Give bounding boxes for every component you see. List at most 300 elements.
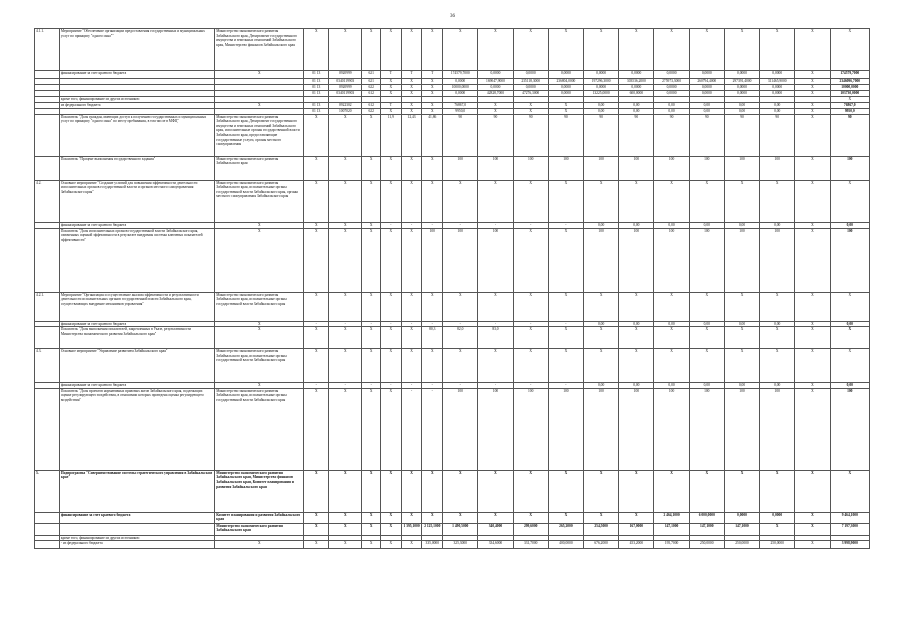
table-cell: - xyxy=(401,222,422,228)
table-cell: X xyxy=(401,85,422,91)
table-cell: 100 xyxy=(584,388,619,470)
table-cell: 7 197,3000 xyxy=(830,523,869,535)
table-cell: 0,0000 xyxy=(689,71,724,79)
table-cell: X xyxy=(304,388,329,470)
table-cell: 0,00 xyxy=(689,108,724,114)
table-cell: X xyxy=(401,180,422,222)
table-cell: X xyxy=(215,228,304,292)
table-cell: X xyxy=(401,156,422,180)
table-cell: X xyxy=(304,114,329,156)
table-cell: 90 xyxy=(654,114,689,156)
table-cell: 0,00 xyxy=(584,321,619,327)
table-cell: 2 125,1000 xyxy=(422,523,443,535)
table-cell: X xyxy=(795,71,830,79)
table-row xyxy=(35,29,870,71)
table-cell: X xyxy=(478,29,513,71)
table-cell: X xyxy=(422,79,443,85)
table-cell: Т xyxy=(380,71,401,79)
table-cell: X xyxy=(795,85,830,91)
table-cell: из федерального бюджета xyxy=(59,102,214,108)
table-cell: X xyxy=(760,292,795,321)
table-cell: 0,0000 xyxy=(619,85,654,91)
table-cell: 0922302 xyxy=(329,102,362,108)
table-cell: X xyxy=(422,156,443,180)
table-cell: 0,0000 xyxy=(760,71,795,79)
table-cell: - xyxy=(548,222,583,228)
table-cell: 0920999 xyxy=(329,71,362,79)
table-cell: X xyxy=(362,512,381,523)
table-cell: X xyxy=(760,180,795,222)
table-cell: X xyxy=(304,228,329,292)
table-cell xyxy=(35,388,60,470)
table-cell: X xyxy=(795,349,830,383)
table-cell: 90 xyxy=(443,114,478,156)
table-row xyxy=(35,349,870,383)
table-cell: X xyxy=(478,108,513,114)
table-cell: - xyxy=(548,383,583,389)
table-cell: 100 xyxy=(689,228,724,292)
table-cell: 100 xyxy=(422,228,443,292)
table-cell: X xyxy=(795,180,830,222)
table-cell: 01 13 xyxy=(304,85,329,91)
table-cell: X xyxy=(478,512,513,523)
table-cell: 100 xyxy=(724,228,759,292)
table-cell: X xyxy=(362,292,381,321)
table-cell: Комитет планирования и развития Забайкальского края xyxy=(215,512,304,523)
table-cell: 0,0000 xyxy=(513,71,548,79)
table-cell: X xyxy=(619,180,654,222)
table-cell: - xyxy=(329,321,362,327)
table-cell: 3 998,9000 xyxy=(830,541,869,549)
table-cell: X xyxy=(548,29,583,71)
table-cell: X xyxy=(548,470,583,512)
table-cell: 0,00 xyxy=(619,383,654,389)
table-cell: X xyxy=(654,29,689,71)
table-cell: X xyxy=(422,349,443,383)
table-cell: X xyxy=(401,108,422,114)
table-cell: X xyxy=(329,29,362,71)
table-cell: - xyxy=(478,222,513,228)
table-cell: 4.3. xyxy=(35,349,60,383)
table-cell: X xyxy=(548,228,583,292)
table-cell: X xyxy=(362,180,381,222)
table-cell: X xyxy=(513,292,548,321)
table-cell: X xyxy=(548,349,583,383)
table-cell: 82,0 xyxy=(443,327,478,349)
table-cell: 236804,0000 xyxy=(548,79,583,85)
table-cell: 90 xyxy=(619,114,654,156)
table-cell: 0,00 xyxy=(619,321,654,327)
table-cell: 0,0000 xyxy=(689,85,724,91)
table-cell: X xyxy=(584,180,619,222)
table-cell: X xyxy=(513,180,548,222)
table-cell: X xyxy=(329,114,362,156)
table-cell: 0,00 xyxy=(584,108,619,114)
table-cell: 0,0000 xyxy=(724,71,759,79)
table-cell: 303536,2000 xyxy=(619,79,654,85)
table-cell: 100 xyxy=(443,228,478,292)
table-cell: 311465,9000 xyxy=(760,79,795,85)
table-cell: 0,00 xyxy=(830,321,869,327)
table-cell xyxy=(35,114,60,156)
table-cell: X xyxy=(304,512,329,523)
table-cell: X xyxy=(401,29,422,71)
table-cell: 340,4000 xyxy=(478,523,513,535)
table-cell: - xyxy=(304,321,329,327)
table-cell: X xyxy=(689,327,724,349)
table-cell: - xyxy=(513,321,548,327)
table-cell: X xyxy=(619,327,654,349)
program-table xyxy=(34,28,870,549)
table-cell: X xyxy=(329,541,362,549)
table-cell: 103730,0000 xyxy=(830,91,869,97)
table-cell: 0340119903 xyxy=(329,91,362,97)
table-row xyxy=(35,388,870,470)
table-cell: 325,3000 xyxy=(443,541,478,549)
table-cell: 0,0000 xyxy=(760,512,795,523)
table-cell: X xyxy=(380,91,401,97)
table-cell: X xyxy=(689,470,724,512)
table-cell: X xyxy=(830,327,869,349)
table-cell: 100 xyxy=(478,156,513,180)
table-cell: Министерство экономического развития Забайкальского края xyxy=(215,523,304,535)
table-cell: 100 xyxy=(513,156,548,180)
table-cell: 0,00 xyxy=(830,383,869,389)
table-cell: X xyxy=(304,523,329,535)
table-cell: X xyxy=(329,292,362,321)
table-cell: X xyxy=(795,29,830,71)
table-cell: X xyxy=(362,228,381,292)
table-cell: X xyxy=(795,388,830,470)
table-cell xyxy=(35,541,60,549)
table-cell: 90 xyxy=(830,114,869,156)
table-cell: X xyxy=(329,327,362,349)
table-cell: X xyxy=(401,541,422,549)
table-cell: X xyxy=(795,114,830,156)
table-cell: X xyxy=(654,349,689,383)
table-cell: X xyxy=(422,85,443,91)
table-cell: - xyxy=(548,321,583,327)
table-cell: Министерство экономического развития Забайкальского края, исполнительные органы государственной власти Забайкальского края xyxy=(215,388,304,470)
table-cell: X xyxy=(513,29,548,71)
table-cell: 0,0000 xyxy=(513,85,548,91)
table-cell: X xyxy=(795,222,830,228)
table-cell xyxy=(59,523,214,535)
table-cell: X xyxy=(548,292,583,321)
table-cell: X xyxy=(795,383,830,389)
table-cell: X xyxy=(443,292,478,321)
table-cell: 250,0000 xyxy=(689,541,724,549)
table-cell: X xyxy=(724,180,759,222)
table-cell: X xyxy=(304,292,329,321)
table-cell xyxy=(35,523,60,535)
table-cell: X xyxy=(380,388,401,470)
table-cell: X xyxy=(362,388,381,470)
table-cell: 100 xyxy=(443,388,478,470)
table-cell: X xyxy=(422,102,443,108)
table-cell: X xyxy=(304,222,329,228)
table-cell: 0,0000 xyxy=(724,512,759,523)
table-cell: Мероприятие "Обеспечение организации предоставления государственных и муниципальных услуг по принципу "одного окна"" xyxy=(59,29,214,71)
table-cell: X xyxy=(724,327,759,349)
table-cell: X xyxy=(584,29,619,71)
table-cell: X xyxy=(513,512,548,523)
table-cell: X xyxy=(830,180,869,222)
table-cell: X xyxy=(380,470,401,512)
table-cell: 100 xyxy=(654,156,689,180)
table-cell: 100 xyxy=(443,156,478,180)
table-cell: Министерство экономического развития Забайкальского края, Департамент государственного имущества и земельных отношений Забайкальского края, Министерство финансов Забайкальского края xyxy=(215,29,304,71)
table-cell: 167,0000 xyxy=(619,523,654,535)
table-cell: 676,2000 xyxy=(584,541,619,549)
table-cell: 4.2. xyxy=(35,180,60,222)
table-cell: X xyxy=(215,383,304,389)
table-cell: 10000,0000 xyxy=(830,85,869,91)
table-cell: финансирование за счет краевого бюджета xyxy=(59,321,214,327)
table-cell: X xyxy=(548,108,583,114)
table-cell: X xyxy=(654,180,689,222)
table-cell: X xyxy=(329,156,362,180)
table-cell: 0,00 xyxy=(654,102,689,108)
table-cell: X xyxy=(443,180,478,222)
table-cell: - xyxy=(478,321,513,327)
table-cell: 621 xyxy=(362,71,381,79)
table-cell: Подпрограмма "Совершенствование системы стратегического управления в Забайкальском крае" xyxy=(59,470,214,512)
table-cell: Основное мероприятие "Управление развитием Забайкальского края" xyxy=(59,349,214,383)
table-cell: 100 xyxy=(724,156,759,180)
table-row xyxy=(35,523,870,535)
table-cell: - xyxy=(422,383,443,389)
table-cell: X xyxy=(548,102,583,108)
table-cell: Министерство экономического развития Забайкальского края, исполнительные органы государственной власти Забайкальского края, органы местного самоуправления Забайкальского края xyxy=(215,180,304,222)
table-cell: - xyxy=(422,222,443,228)
table-cell: 0,0000 xyxy=(584,85,619,91)
table-cell: X xyxy=(329,349,362,383)
table-cell: Основное мероприятие "Создание условий для повышения эффективности деятельности исполнительных органов государственной власти и органов местного самоуправления Забайкальского края" xyxy=(59,180,214,222)
table-cell: 100 xyxy=(760,228,795,292)
table-cell: X xyxy=(329,470,362,512)
table-cell: X xyxy=(380,29,401,71)
table-cell: 0,0000 xyxy=(478,71,513,79)
table-cell: X xyxy=(619,349,654,383)
table-cell: Министерство экономического развития Забайкальского края, исполнительные органы государственной власти Забайкальского края xyxy=(215,349,304,383)
table-cell: X xyxy=(304,349,329,383)
table-cell: X xyxy=(689,292,724,321)
table-cell: - xyxy=(304,383,329,389)
table-cell: 265,2000 xyxy=(548,523,583,535)
table-cell: X xyxy=(380,108,401,114)
table-cell: X xyxy=(724,292,759,321)
table-cell: X xyxy=(830,29,869,71)
table-cell: X xyxy=(329,180,362,222)
table-cell: 41,86 xyxy=(422,114,443,156)
table-row xyxy=(35,541,870,549)
table-cell: Показатель "Доля проектов нормативных правовых актов Забайкальского края, подлежащих оценке регулирующего воздействия, в отношении которых проведена оценка регулирующего воздействия" xyxy=(59,388,214,470)
table-cell: - xyxy=(443,383,478,389)
table-cell: X xyxy=(795,79,830,85)
table-cell: Т xyxy=(422,71,443,79)
table-cell: 147,1000 xyxy=(724,523,759,535)
table-cell: 2346096,7000 xyxy=(830,79,869,85)
table-cell: 90 xyxy=(513,114,548,156)
table-cell: 0,00 xyxy=(689,321,724,327)
table-cell: 147,1000 xyxy=(654,523,689,535)
table-cell: X xyxy=(689,349,724,383)
table-row xyxy=(35,512,870,523)
table-cell: X xyxy=(401,349,422,383)
table-cell: X xyxy=(619,29,654,71)
table-row xyxy=(35,292,870,321)
table-cell: X xyxy=(215,102,304,108)
table-cell: 1 395,1000 xyxy=(401,523,422,535)
table-cell: 0,0000 xyxy=(689,91,724,97)
table-cell: X xyxy=(795,292,830,321)
table-cell: 453,2000 xyxy=(619,541,654,549)
program-table-sheet xyxy=(34,28,870,549)
table-cell: Министерство экономического развития Забайкальского края, исполнительные органы государственной власти Забайкальского края xyxy=(215,292,304,321)
table-cell: 0340119903 xyxy=(329,79,362,85)
table-cell: X xyxy=(619,292,654,321)
table-cell: 0,00 xyxy=(619,102,654,108)
table-cell: X xyxy=(478,349,513,383)
table-cell: 100 xyxy=(724,388,759,470)
table-cell: 0,00 xyxy=(760,383,795,389)
table-cell: X xyxy=(422,180,443,222)
table-cell: X xyxy=(760,29,795,71)
table-cell: X xyxy=(513,470,548,512)
table-cell: X xyxy=(619,470,654,512)
table-cell: X xyxy=(362,327,381,349)
table-cell: 0,00 xyxy=(724,222,759,228)
table-cell: финансирование за счет краевого бюджета xyxy=(59,383,214,389)
table-cell: X xyxy=(689,29,724,71)
table-cell: X xyxy=(362,29,381,71)
table-cell: 100 xyxy=(584,156,619,180)
table-row xyxy=(35,470,870,512)
table-cell: - из федерального бюджета xyxy=(59,541,214,549)
table-cell: 42828,7000 xyxy=(478,91,513,97)
table-cell: - xyxy=(362,383,381,389)
table-cell: - xyxy=(422,321,443,327)
table-cell: 0,00 xyxy=(584,383,619,389)
table-cell: 01 13 xyxy=(304,79,329,85)
table-row xyxy=(35,114,870,156)
table-cell: 612 xyxy=(362,91,381,97)
table-row xyxy=(35,71,870,79)
table-cell: X xyxy=(380,85,401,91)
table-cell: X xyxy=(513,102,548,108)
table-cell: 235118,3000 xyxy=(513,79,548,85)
table-cell: 01 13 xyxy=(304,91,329,97)
table-cell xyxy=(35,327,60,349)
table-cell: 174579,7000 xyxy=(443,71,478,79)
table-cell: X xyxy=(304,327,329,349)
table-cell: - xyxy=(443,321,478,327)
table-cell: X xyxy=(215,541,304,549)
table-cell: 11,9 xyxy=(380,114,401,156)
table-cell: 100 xyxy=(689,156,724,180)
table-cell: 0,00 xyxy=(689,222,724,228)
table-cell xyxy=(35,228,60,292)
table-cell: 100 xyxy=(548,388,583,470)
table-cell: 90 xyxy=(548,114,583,156)
table-cell: 0,00 xyxy=(654,108,689,114)
table-cell: X xyxy=(401,512,422,523)
table-cell: финансирование за счет краевого бюджета xyxy=(59,222,214,228)
table-cell: X xyxy=(329,512,362,523)
table-cell: 0920999 xyxy=(329,85,362,91)
table-cell: 0,0000 xyxy=(619,71,654,79)
table-cell: 100 xyxy=(478,388,513,470)
table-cell: 195,7000 xyxy=(654,541,689,549)
table-cell: 0,00 xyxy=(584,102,619,108)
table-cell: 622 xyxy=(362,85,381,91)
table-cell: X xyxy=(795,228,830,292)
table-cell: 0,0000 xyxy=(548,85,583,91)
table-cell: X xyxy=(401,102,422,108)
table-cell: X xyxy=(760,470,795,512)
table-cell: - xyxy=(401,383,422,389)
table-cell: X xyxy=(362,222,381,228)
table-cell: X xyxy=(329,228,362,292)
table-cell: 197296,3000 xyxy=(584,79,619,85)
table-cell: - xyxy=(513,383,548,389)
table-cell: X xyxy=(584,512,619,523)
table-cell: X xyxy=(760,349,795,383)
table-cell: X xyxy=(215,71,304,79)
table-cell: 335,0000 xyxy=(422,541,443,549)
table-cell: 0,00 xyxy=(689,102,724,108)
table-cell: 76867,0 xyxy=(830,102,869,108)
table-cell: 0,0000 xyxy=(760,91,795,97)
table-cell: 13225,0000 xyxy=(584,91,619,97)
table-cell: Мероприятие "Организация и осуществление анализа эффективности и результативности деятельности исполнительных органов государственной власти Забайкальского края, осуществляющих внедрение механизмов управления" xyxy=(59,292,214,321)
table-cell: X xyxy=(795,108,830,114)
table-cell: Показатель "Доля исполнительных органов государственной власти Забайкальского края, охваченных оценкой эффективности в результате внедрения системы ключевых показателей эффективности" xyxy=(59,228,214,292)
table-cell: Министерство экономического развития Забайкальского края, Министерство финансов Забайкальского края, Комитет планирования и развития Забайкальского края xyxy=(215,470,304,512)
table-cell: 6 000,0000 xyxy=(689,512,724,523)
table-cell: X xyxy=(724,349,759,383)
table-cell: 0,0000 xyxy=(654,71,689,79)
table-cell: X xyxy=(304,180,329,222)
table-cell: 600,0000 xyxy=(619,91,654,97)
table-cell: 90 xyxy=(478,114,513,156)
table-cell: 0,0000 xyxy=(584,71,619,79)
table-cell: X xyxy=(584,292,619,321)
table-cell: - xyxy=(478,383,513,389)
table-cell: X xyxy=(443,29,478,71)
table-cell: 0,00 xyxy=(724,321,759,327)
table-cell: 0,0000 xyxy=(654,91,689,97)
table-cell: - xyxy=(401,321,422,327)
table-cell: Министерство экономического развития Забайкальского края xyxy=(215,156,304,180)
table-cell: X xyxy=(795,541,830,549)
table-cell: X xyxy=(401,292,422,321)
table-cell: 0,0000 xyxy=(548,71,583,79)
table-cell: 2 464,1000 xyxy=(654,512,689,523)
table-cell: 174579,7000 xyxy=(830,71,869,79)
table-cell: X xyxy=(380,349,401,383)
table-cell: 9950,0 xyxy=(443,108,478,114)
table-cell: X xyxy=(795,512,830,523)
table-cell: X xyxy=(478,102,513,108)
table-cell: X xyxy=(422,91,443,97)
table-cell: 100 xyxy=(619,156,654,180)
table-cell: 0,00 xyxy=(830,222,869,228)
table-cell: 4.2.1. xyxy=(35,292,60,321)
table-cell: 0,0000 xyxy=(724,91,759,97)
table-cell: X xyxy=(401,327,422,349)
